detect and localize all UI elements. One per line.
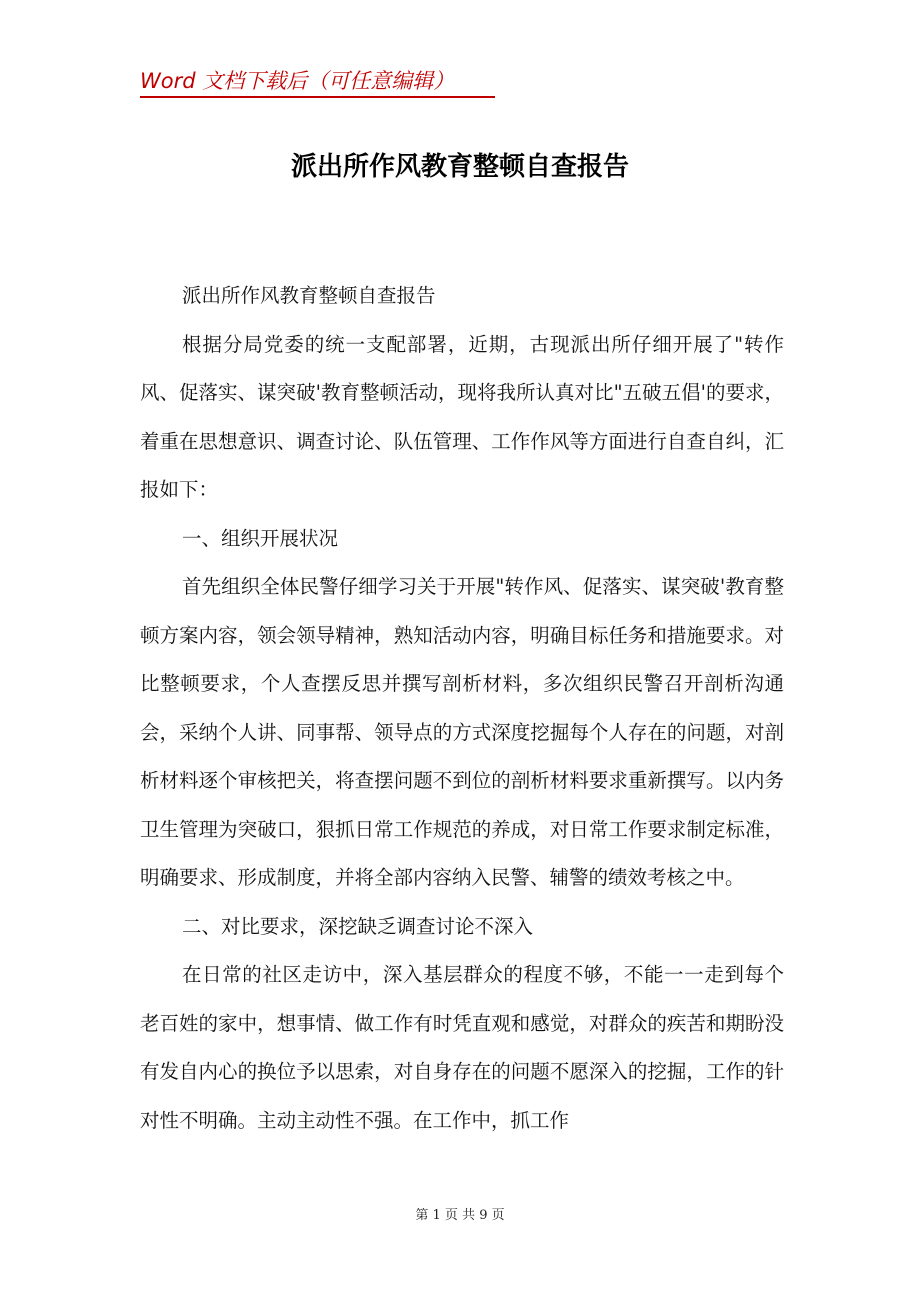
total-pages: 9 (479, 1208, 488, 1223)
document-body (140, 272, 784, 1145)
current-page: 1 (432, 1208, 441, 1223)
page-label-prefix: 第 (415, 1208, 429, 1223)
page-label-suffix: 页 (491, 1208, 505, 1223)
paragraph-section-1: 首先组织全体民警仔细学习关于开展"转作风、促落实、谋突破'教育整顿方案内容，领会领导精神，熟知活动内容，明确目标任务和措施要求。对比整顿要求，个人查摆反思并撰写剖析材料，多次组织民警召开剖析沟通会，采纳个人讲、同事帮、领导点的方式深度挖掘每个人存在的问题，对剖析材料逐个审核把关，将查摆问题不到位的剖析材料要求重新撰写。以内务卫生管理为突破口，狠抓日常工作规范的养成，对日常工作要求制定标准，明确要求、形成制度，并将全部内容纳入民警、辅警的绩效考核之中。 (140, 575, 784, 889)
paragraph-section-2: 在日常的社区走访中，深入基层群众的程度不够，不能一一走到每个老百姓的家中，想事情、做工作有时凭直观和感觉，对群众的疾苦和期盼没有发自内心的换位予以思索，对自身存在的问题不愿深入的挖掘，工作的针对性不明确。主动主动性不强。在工作中，抓工作 (140, 963, 784, 1132)
paragraph-subtitle: 派出所作风教育整顿自查报告 (182, 284, 436, 307)
banner-text: Word 文档下载后（可任意编辑） (140, 69, 455, 93)
section-heading-1: 一、组织开展状况 (182, 526, 339, 550)
page-label-middle: 页 共 (444, 1208, 476, 1223)
page-number-footer (0, 1206, 920, 1226)
section-heading-2: 二、对比要求，深挖缺乏调查讨论不深入 (182, 914, 534, 938)
paragraph-intro: 根据分局党委的统一支配部署，近期，古现派出所仔细开展了"转作风、促落实、谋突破'教育整顿活动，现将我所认真对比"五破五倡'的要求，着重在思想意识、调查讨论、队伍管理、工作作风等方面进行自查自纠，汇报如下： (140, 332, 784, 501)
document-title: 派出所作风教育整顿自查报告 (290, 152, 629, 182)
download-banner (140, 66, 495, 98)
